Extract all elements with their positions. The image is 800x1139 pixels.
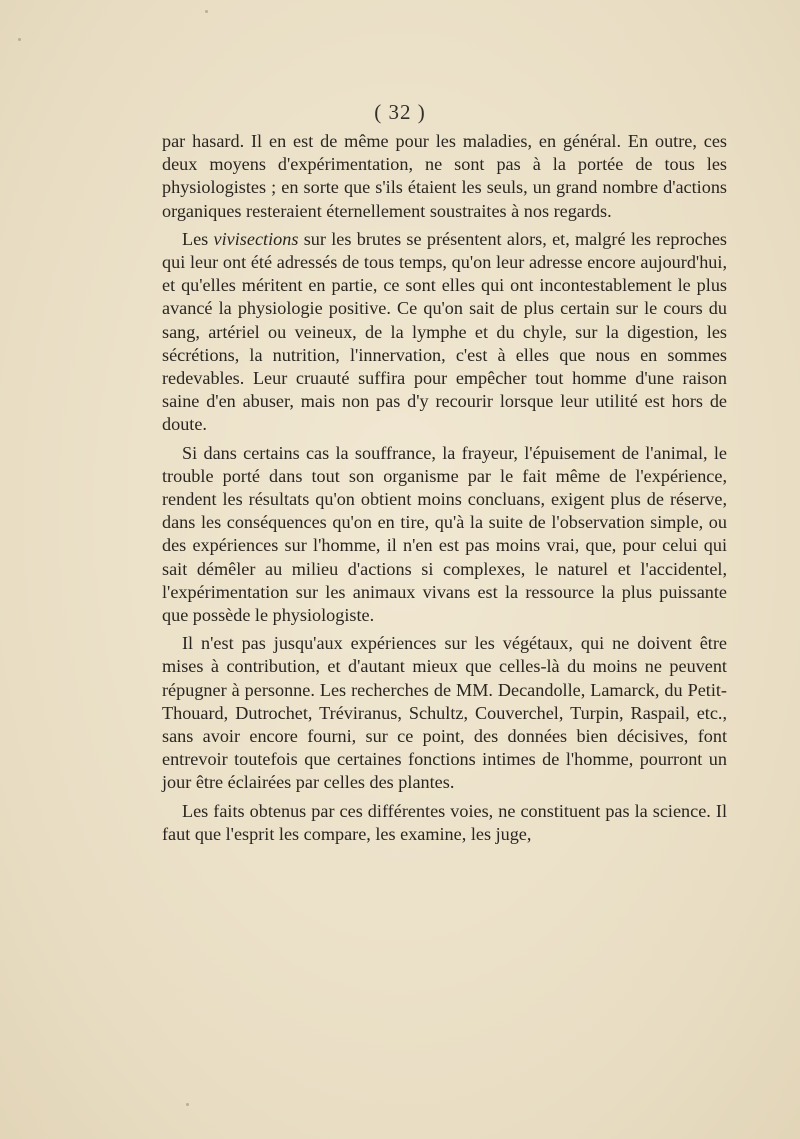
paragraph [162,228,727,437]
paragraph [162,130,727,223]
paragraph [162,800,727,846]
paragraph [162,442,727,628]
paper-speck [18,38,21,41]
paragraph-text: Les [182,228,214,249]
paragraph [162,632,727,794]
paper-speck [186,1103,189,1106]
paper-speck [205,10,208,13]
italic-text: vivisections [213,228,299,249]
paragraph-text: par hasard. Il en est de même pour les maladies, en général. En outre, ces deux moyens d'expérimentation, ne sont pas à la portée de tous les physiologistes ; en sorte que s'ils étaient les seuls, un grand nombre d'actions organiques resteraient éternellement soustraites à nos regards. [162,131,727,221]
page-number: ( 32 ) [374,100,426,124]
paragraph-text: Si dans certains cas la souffrance, la frayeur, l'épuisement de l'animal, le trouble porté dans tout son organisme par le fait même de l'expérience, rendent les résultats qu'on obtient moins concluans, exigent plus de réserve, dans les conséquences qu'on en tire, qu'à la suite de l'observation simple, ou des expériences sur l'homme, il n'en est pas moins vrai, que, pour celui qui sait démêler au milieu d'actions si complexes, le naturel et l'accidentel, l'expérimentation sur les animaux vivans est la ressource la plus puissante que possède le physiologiste. [162,442,727,626]
paragraph-text: sur les brutes se présentent alors, et, malgré les reproches qui leur ont été adressés de tous temps, qu'on leur adresse encore aujourd'hui, et qu'elles méritent en partie, ce sont elles qui ont incontestablement le plus avancé la physiologie positive. Ce qu'on sait de plus certain sur le cours du sang, artériel ou veineux, de la lymphe et du chyle, sur la digestion, les sécrétions, la nutrition, l'innervation, c'est à elles que nous en sommes redevables. Leur cruauté suffira pour empêcher tout homme d'une raison saine d'en abuser, mais non pas d'y recourir lorsque leur utilité est hors de doute. [162,228,727,435]
body-text [162,130,727,851]
paragraph-text: Il n'est pas jusqu'aux expériences sur les végétaux, qui ne doivent être mises à contribution, et d'autant mieux que celles-là du moins ne peuvent répugner à personne. Les recherches de MM. Decandolle, Lamarck, du Petit-Thouard, Dutrochet, Tréviranus, Schultz, Couverchel, Turpin, Raspail, etc., sans avoir encore fourni, sur ce point, des données bien décisives, font entrevoir toutefois que certaines fonctions intimes de l'homme, pourront un jour être éclairées par celles des plantes. [162,633,727,793]
paragraph-text: Les faits obtenus par ces différentes voies, ne constituent pas la science. Il faut que l'esprit les compare, les examine, les juge, [162,800,727,844]
